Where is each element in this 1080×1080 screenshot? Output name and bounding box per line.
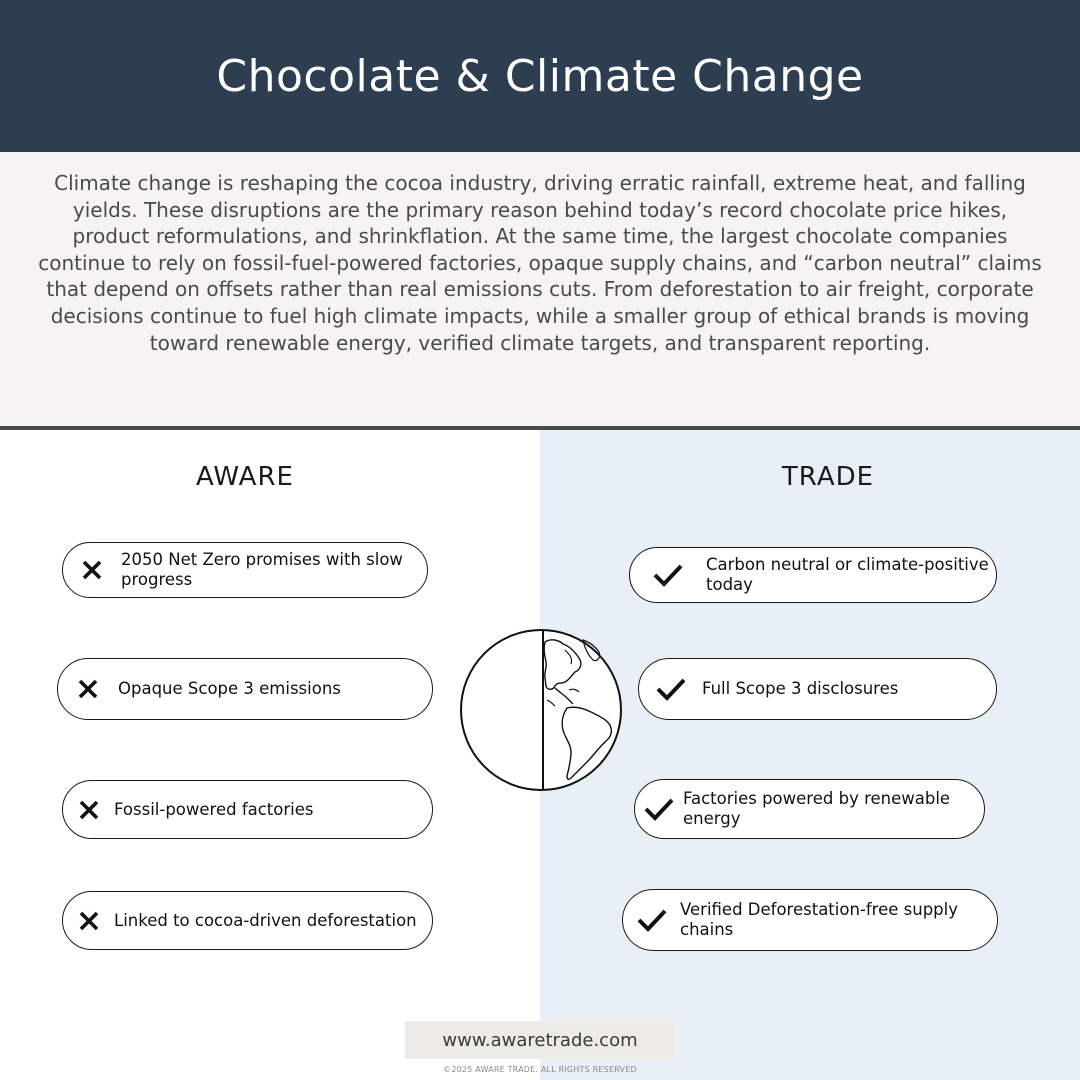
aware-item-text: 2050 Net Zero promises with slow progress [121,550,403,589]
aware-item [57,658,433,720]
trade-item [634,779,985,839]
page-header [0,0,1080,152]
half-globe-icon [459,628,623,792]
aware-item [62,891,433,950]
aware-item-text: Opaque Scope 3 emissions [118,679,341,698]
aware-column-title: AWARE [196,462,294,492]
checkmark-icon [623,908,680,932]
trade-item-text: Verified Deforestation-free supply chains [680,900,958,939]
x-mark-icon [63,800,114,820]
trade-item [638,658,997,720]
aware-item-text: Linked to cocoa-driven deforestation [114,910,417,930]
copyright-notice: ©2025 AWARE TRADE. ALL RIGHTS RESERVED [443,1065,637,1074]
trade-item-text: Factories powered by renewable energy [683,789,951,828]
aware-item [62,542,428,598]
x-mark-icon [63,911,114,931]
checkmark-icon [639,677,702,701]
website-link[interactable]: www.awaretrade.com [405,1021,675,1059]
checkmark-icon [630,563,706,587]
trade-item [622,889,998,951]
trade-item [629,547,997,603]
aware-item-text: Fossil-powered factories [114,799,314,819]
aware-item [62,780,433,839]
trade-column-title: TRADE [781,462,875,492]
page-title: Chocolate & Climate Change [216,50,864,102]
x-mark-icon [63,560,121,580]
intro-paragraph: Climate change is reshaping the cocoa industry, driving erratic rainfall, extreme heat, and falling yields. These disruptions are the primary reason behind today’s record chocolate price hikes, product reformulations, and shrinkflation. At the same time, the largest chocolate companies continue to rely on fossil-fuel-powered factories, opaque supply chains, and “carbon neutral” claims that depend on offsets rather than real emissions cuts. From deforestation to air freight, corporate decisions continue to fuel high climate impacts, while a smaller group of ethical brands is moving toward renewable energy, verified climate targets, and transparent reporting. [0,152,1080,426]
checkmark-icon [635,797,683,821]
x-mark-icon [58,679,118,699]
trade-item-text: Full Scope 3 disclosures [702,679,899,698]
trade-item-text: Carbon neutral or climate-positive today [706,555,989,594]
